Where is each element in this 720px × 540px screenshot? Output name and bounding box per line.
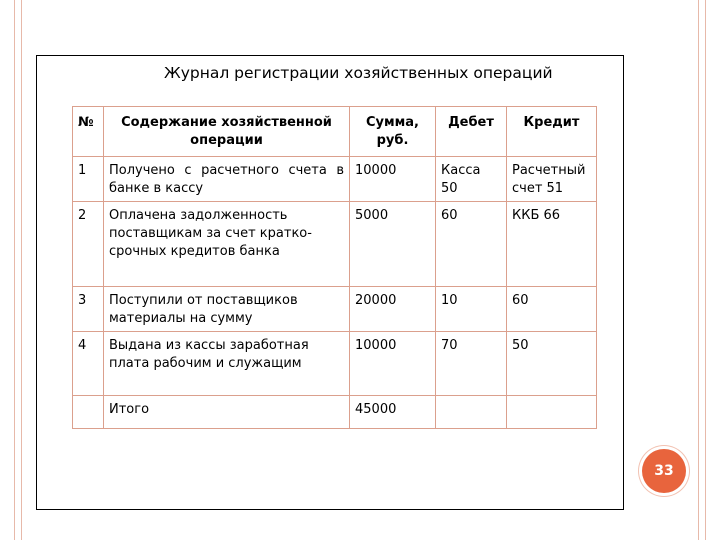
row-content: Получено с расчетного счета в банке в кассу [104,157,350,202]
row-debit: 10 [436,287,507,332]
header-credit: Кредит [507,107,597,157]
table-total-row [73,396,597,429]
row-sum: 5000 [350,202,436,287]
row-number: 4 [73,332,104,396]
row-debit: 70 [436,332,507,396]
row-credit: 50 [507,332,597,396]
row-credit: 60 [507,287,597,332]
row-debit [436,396,507,429]
row-number: 2 [73,202,104,287]
row-number: 1 [73,157,104,202]
page-number-badge: 33 [642,449,686,493]
total-sum: 45000 [350,396,436,429]
header-number: № [73,107,104,157]
total-label: Итого [104,396,350,429]
table-row [73,287,597,332]
row-credit: Расчетный счет 51 [507,157,597,202]
row-number [73,396,104,429]
row-debit: Касса 50 [436,157,507,202]
row-content: Поступили от поставщиков материалы на сумму [104,287,350,332]
table-header-row [73,107,597,157]
row-sum: 20000 [350,287,436,332]
header-debit: Дебет [436,107,507,157]
table-row [73,157,597,202]
row-content: Выдана из кассы заработная плата рабочим и служащим [104,332,350,396]
row-credit: ККБ 66 [507,202,597,287]
row-debit: 60 [436,202,507,287]
left-decorative-border [14,0,22,540]
table-row [73,202,597,287]
row-credit [507,396,597,429]
slide-title: Журнал регистрации хозяйственных операций [164,64,553,82]
row-content: Оплачена задолженность поставщикам за счет кратко-срочных кредитов банка [104,202,350,287]
header-sum: Сумма, руб. [350,107,436,157]
row-number: 3 [73,287,104,332]
row-sum: 10000 [350,332,436,396]
header-content: Содержание хозяйственной операции [104,107,350,157]
right-decorative-border [698,0,706,540]
table-row [73,332,597,396]
journal-table [72,106,597,429]
row-sum: 10000 [350,157,436,202]
